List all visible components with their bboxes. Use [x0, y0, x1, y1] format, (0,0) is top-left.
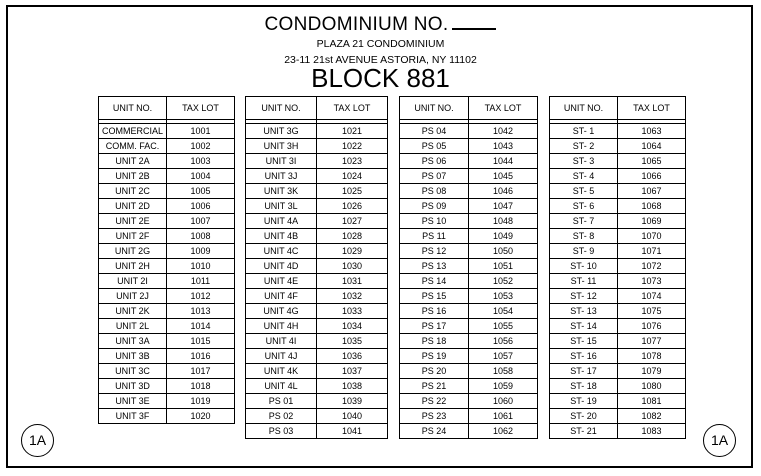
unit-no-cell: ST- 4: [550, 169, 618, 184]
tax-lot-cell: 1072: [618, 259, 686, 274]
table-row: [400, 424, 538, 439]
table-row: [246, 394, 388, 409]
unit-no-header: UNIT NO.: [99, 97, 167, 120]
unit-no-cell: ST- 12: [550, 289, 618, 304]
unit-no-cell: UNIT 3F: [99, 409, 167, 424]
unit-no-cell: UNIT 4J: [246, 349, 317, 364]
unit-no-cell: UNIT 4A: [246, 214, 317, 229]
unit-no-cell: UNIT 4H: [246, 319, 317, 334]
tax-lot-cell: 1074: [618, 289, 686, 304]
unit-no-cell: UNIT 4L: [246, 379, 317, 394]
tax-lot-header: TAX LOT: [618, 97, 686, 120]
unit-no-cell: ST- 19: [550, 394, 618, 409]
tax-lot-cell: 1016: [167, 349, 235, 364]
unit-no-cell: UNIT 3K: [246, 184, 317, 199]
unit-no-cell: UNIT 4D: [246, 259, 317, 274]
tax-lot-cell: 1020: [167, 409, 235, 424]
unit-no-cell: ST- 21: [550, 424, 618, 439]
tax-lot-table-1: [98, 96, 235, 424]
tax-lot-cell: 1075: [618, 304, 686, 319]
tax-lot-cell: 1050: [469, 244, 538, 259]
sheet-id-circle-left: 1A: [21, 424, 54, 457]
unit-no-cell: UNIT 4E: [246, 274, 317, 289]
unit-no-cell: UNIT 2H: [99, 259, 167, 274]
table-row: [99, 334, 235, 349]
table-row: [246, 199, 388, 214]
table-row: [550, 214, 686, 229]
tax-lot-cell: 1001: [167, 124, 235, 139]
unit-no-cell: UNIT 3L: [246, 199, 317, 214]
tax-lot-cell: 1065: [618, 154, 686, 169]
unit-no-cell: PS 13: [400, 259, 469, 274]
table-row: [246, 154, 388, 169]
unit-no-cell: PS 17: [400, 319, 469, 334]
table-row: [246, 214, 388, 229]
tax-lot-cell: 1071: [618, 244, 686, 259]
unit-no-cell: PS 04: [400, 124, 469, 139]
unit-no-cell: UNIT 3G: [246, 124, 317, 139]
tax-lot-cell: 1082: [618, 409, 686, 424]
unit-no-cell: UNIT 2I: [99, 274, 167, 289]
unit-no-cell: PS 16: [400, 304, 469, 319]
unit-no-cell: ST- 9: [550, 244, 618, 259]
unit-no-cell: COMM. FAC.: [99, 139, 167, 154]
table-row: [550, 364, 686, 379]
table-row: [550, 184, 686, 199]
unit-no-cell: UNIT 2F: [99, 229, 167, 244]
table-row: [400, 214, 538, 229]
tax-lot-cell: 1009: [167, 244, 235, 259]
table-row: [550, 199, 686, 214]
table-row: [550, 409, 686, 424]
unit-no-cell: PS 18: [400, 334, 469, 349]
table-row: [246, 289, 388, 304]
tax-lot-cell: 1056: [469, 334, 538, 349]
tax-lot-cell: 1035: [317, 334, 388, 349]
table-row: [400, 409, 538, 424]
tax-lot-cell: 1080: [618, 379, 686, 394]
unit-no-cell: UNIT 3C: [99, 364, 167, 379]
table-row: [99, 409, 235, 424]
tax-lot-cell: 1011: [167, 274, 235, 289]
unit-no-cell: ST- 16: [550, 349, 618, 364]
tax-lot-cell: 1066: [618, 169, 686, 184]
unit-no-cell: UNIT 3A: [99, 334, 167, 349]
unit-no-cell: UNIT 4C: [246, 244, 317, 259]
tax-lot-cell: 1013: [167, 304, 235, 319]
unit-no-cell: UNIT 3E: [99, 394, 167, 409]
tax-lot-cell: 1068: [618, 199, 686, 214]
table-row: [99, 124, 235, 139]
tax-lot-cell: 1083: [618, 424, 686, 439]
table-row: [246, 229, 388, 244]
table-row: [246, 169, 388, 184]
tax-lot-cell: 1069: [618, 214, 686, 229]
unit-no-cell: ST- 8: [550, 229, 618, 244]
tax-lot-cell: 1078: [618, 349, 686, 364]
tax-lot-cell: 1043: [469, 139, 538, 154]
sheet-id-circle-right: 1A: [703, 424, 736, 457]
unit-no-cell: PS 05: [400, 139, 469, 154]
unit-no-cell: PS 10: [400, 214, 469, 229]
table-row: [246, 244, 388, 259]
table-row: [550, 244, 686, 259]
table-row: [550, 259, 686, 274]
tax-lot-cell: 1038: [317, 379, 388, 394]
tax-lot-cell: 1045: [469, 169, 538, 184]
tax-lot-cell: 1048: [469, 214, 538, 229]
tax-lot-cell: 1034: [317, 319, 388, 334]
table-row: [246, 184, 388, 199]
unit-no-cell: PS 09: [400, 199, 469, 214]
tax-lot-cell: 1077: [618, 334, 686, 349]
unit-no-cell: UNIT 2K: [99, 304, 167, 319]
table-row: [550, 334, 686, 349]
tax-lot-cell: 1006: [167, 199, 235, 214]
unit-no-cell: PS 11: [400, 229, 469, 244]
tax-lot-cell: 1022: [317, 139, 388, 154]
unit-no-cell: PS 22: [400, 394, 469, 409]
tax-lot-cell: 1061: [469, 409, 538, 424]
tax-lot-cell: 1073: [618, 274, 686, 289]
tax-lot-cell: 1055: [469, 319, 538, 334]
table-row: [246, 334, 388, 349]
unit-no-cell: ST- 11: [550, 274, 618, 289]
tax-lot-table-3: [399, 96, 538, 439]
unit-no-cell: UNIT 3J: [246, 169, 317, 184]
table-row: [400, 169, 538, 184]
table-row: [400, 394, 538, 409]
unit-no-cell: PS 23: [400, 409, 469, 424]
tax-lot-cell: 1070: [618, 229, 686, 244]
unit-no-cell: UNIT 2E: [99, 214, 167, 229]
unit-no-cell: ST- 20: [550, 409, 618, 424]
unit-no-cell: PS 08: [400, 184, 469, 199]
unit-no-header: UNIT NO.: [400, 97, 469, 120]
tax-lot-cell: 1025: [317, 184, 388, 199]
table-row: [550, 169, 686, 184]
tax-lot-cell: 1017: [167, 364, 235, 379]
table-row: [246, 379, 388, 394]
unit-no-cell: PS 14: [400, 274, 469, 289]
table-row: [400, 364, 538, 379]
tax-lot-cell: 1076: [618, 319, 686, 334]
unit-no-cell: ST- 3: [550, 154, 618, 169]
unit-no-cell: PS 19: [400, 349, 469, 364]
tax-lot-header: TAX LOT: [469, 97, 538, 120]
tax-lot-cell: 1062: [469, 424, 538, 439]
table-row: [246, 139, 388, 154]
table-row: [550, 124, 686, 139]
unit-no-cell: ST- 15: [550, 334, 618, 349]
table-row: [550, 229, 686, 244]
unit-no-cell: UNIT 2L: [99, 319, 167, 334]
tax-lot-cell: 1041: [317, 424, 388, 439]
unit-no-cell: UNIT 2B: [99, 169, 167, 184]
tax-lot-cell: 1053: [469, 289, 538, 304]
tax-lot-cell: 1052: [469, 274, 538, 289]
table-row: [400, 229, 538, 244]
unit-no-cell: ST- 2: [550, 139, 618, 154]
table-row: [99, 394, 235, 409]
unit-no-cell: ST- 10: [550, 259, 618, 274]
tax-lot-cell: 1018: [167, 379, 235, 394]
unit-no-cell: UNIT 4F: [246, 289, 317, 304]
tax-lot-cell: 1005: [167, 184, 235, 199]
unit-no-cell: PS 12: [400, 244, 469, 259]
condominium-address: 23-11 21st AVENUE ASTORIA, NY 11102: [284, 54, 477, 66]
tax-lot-cell: 1014: [167, 319, 235, 334]
unit-no-cell: ST- 13: [550, 304, 618, 319]
table-row: [550, 349, 686, 364]
tax-lot-cell: 1010: [167, 259, 235, 274]
tax-lot-cell: 1040: [317, 409, 388, 424]
tax-lot-cell: 1049: [469, 229, 538, 244]
tax-lot-cell: 1054: [469, 304, 538, 319]
table-row: [99, 139, 235, 154]
tax-lot-header: TAX LOT: [167, 97, 235, 120]
unit-no-cell: UNIT 4I: [246, 334, 317, 349]
tax-lot-cell: 1042: [469, 124, 538, 139]
table-row: [400, 319, 538, 334]
unit-no-cell: UNIT 2G: [99, 244, 167, 259]
tax-lot-cell: 1027: [317, 214, 388, 229]
tax-lot-cell: 1008: [167, 229, 235, 244]
table-row: [400, 349, 538, 364]
tax-lot-cell: 1003: [167, 154, 235, 169]
table-row: [99, 184, 235, 199]
table-row: [99, 199, 235, 214]
tax-lot-header: TAX LOT: [317, 97, 388, 120]
table-row: [99, 169, 235, 184]
tax-lot-cell: 1044: [469, 154, 538, 169]
table-row: [246, 364, 388, 379]
unit-no-cell: UNIT 3D: [99, 379, 167, 394]
unit-no-cell: COMMERCIAL: [99, 124, 167, 139]
unit-no-cell: UNIT 3I: [246, 154, 317, 169]
title-text: CONDOMINIUM NO.: [264, 14, 449, 35]
unit-no-header: UNIT NO.: [246, 97, 317, 120]
tax-lot-cell: 1033: [317, 304, 388, 319]
tax-lot-cell: 1067: [618, 184, 686, 199]
unit-no-cell: ST- 7: [550, 214, 618, 229]
table-row: [99, 244, 235, 259]
unit-no-cell: UNIT 2C: [99, 184, 167, 199]
table-row: [400, 154, 538, 169]
unit-no-cell: PS 06: [400, 154, 469, 169]
tax-lot-cell: 1004: [167, 169, 235, 184]
table-row: [400, 334, 538, 349]
unit-no-cell: ST- 14: [550, 319, 618, 334]
unit-no-cell: UNIT 2D: [99, 199, 167, 214]
unit-no-cell: ST- 17: [550, 364, 618, 379]
unit-no-cell: UNIT 4G: [246, 304, 317, 319]
tax-lot-cell: 1028: [317, 229, 388, 244]
table-row: [246, 424, 388, 439]
condominium-number-title: [0, 12, 761, 36]
unit-no-cell: ST- 18: [550, 379, 618, 394]
table-row: [99, 229, 235, 244]
table-row: [246, 409, 388, 424]
tax-lot-cell: 1012: [167, 289, 235, 304]
tax-lot-cell: 1059: [469, 379, 538, 394]
unit-no-cell: ST- 5: [550, 184, 618, 199]
table-row: [99, 379, 235, 394]
table-row: [550, 289, 686, 304]
tax-lot-cell: 1051: [469, 259, 538, 274]
table-row: [246, 259, 388, 274]
tax-lot-cell: 1019: [167, 394, 235, 409]
tax-lot-cell: 1036: [317, 349, 388, 364]
condo-number-blank-line: [452, 12, 496, 30]
table-row: [400, 304, 538, 319]
tax-lot-cell: 1029: [317, 244, 388, 259]
tax-lot-cell: 1046: [469, 184, 538, 199]
tax-lot-cell: 1015: [167, 334, 235, 349]
tax-lot-cell: 1063: [618, 124, 686, 139]
unit-no-cell: PS 24: [400, 424, 469, 439]
tax-lot-cell: 1047: [469, 199, 538, 214]
table-row: [246, 319, 388, 334]
tax-lot-cell: 1023: [317, 154, 388, 169]
table-row: [246, 124, 388, 139]
table-row: [400, 289, 538, 304]
condominium-name: PLAZA 21 CONDOMINIUM: [316, 38, 445, 50]
tax-lot-table-2: [245, 96, 388, 439]
tax-lot-cell: 1031: [317, 274, 388, 289]
tax-lot-cell: 1021: [317, 124, 388, 139]
table-row: [550, 139, 686, 154]
unit-no-cell: ST- 6: [550, 199, 618, 214]
table-row: [550, 394, 686, 409]
table-row: [550, 379, 686, 394]
table-row: [400, 124, 538, 139]
table-row: [99, 214, 235, 229]
table-row: [550, 424, 686, 439]
tax-lot-cell: 1081: [618, 394, 686, 409]
unit-no-cell: UNIT 3H: [246, 139, 317, 154]
unit-no-cell: PS 07: [400, 169, 469, 184]
table-row: [99, 364, 235, 379]
table-row: [400, 184, 538, 199]
unit-no-cell: PS 02: [246, 409, 317, 424]
table-row: [99, 349, 235, 364]
table-row: [550, 274, 686, 289]
unit-no-cell: PS 20: [400, 364, 469, 379]
tax-lot-cell: 1026: [317, 199, 388, 214]
table-row: [400, 379, 538, 394]
table-row: [99, 319, 235, 334]
tax-lot-cell: 1060: [469, 394, 538, 409]
unit-no-header: UNIT NO.: [550, 97, 618, 120]
table-row: [99, 289, 235, 304]
table-row: [400, 244, 538, 259]
table-row: [550, 319, 686, 334]
tax-lot-cell: 1039: [317, 394, 388, 409]
tax-lot-cell: 1037: [317, 364, 388, 379]
unit-no-cell: PS 01: [246, 394, 317, 409]
table-row: [400, 139, 538, 154]
tax-lot-cell: 1079: [618, 364, 686, 379]
table-row: [246, 349, 388, 364]
block-number: BLOCK 881: [311, 63, 450, 93]
tax-lot-cell: 1002: [167, 139, 235, 154]
tax-lot-cell: 1007: [167, 214, 235, 229]
table-row: [550, 304, 686, 319]
tax-lot-cell: 1064: [618, 139, 686, 154]
tax-lot-cell: 1057: [469, 349, 538, 364]
table-row: [99, 154, 235, 169]
tax-lot-cell: 1030: [317, 259, 388, 274]
table-row: [400, 259, 538, 274]
table-row: [99, 304, 235, 319]
unit-no-cell: UNIT 2A: [99, 154, 167, 169]
table-row: [246, 304, 388, 319]
table-row: [400, 199, 538, 214]
unit-no-cell: ST- 1: [550, 124, 618, 139]
table-row: [246, 274, 388, 289]
unit-no-cell: UNIT 4B: [246, 229, 317, 244]
tax-lot-cell: 1032: [317, 289, 388, 304]
unit-no-cell: UNIT 2J: [99, 289, 167, 304]
unit-no-cell: PS 21: [400, 379, 469, 394]
table-row: [99, 274, 235, 289]
unit-no-cell: UNIT 4K: [246, 364, 317, 379]
unit-no-cell: PS 03: [246, 424, 317, 439]
table-row: [99, 259, 235, 274]
tax-lot-table-4: [549, 96, 686, 439]
tax-lot-cell: 1058: [469, 364, 538, 379]
unit-no-cell: UNIT 3B: [99, 349, 167, 364]
unit-no-cell: PS 15: [400, 289, 469, 304]
tax-lot-cell: 1024: [317, 169, 388, 184]
table-row: [550, 154, 686, 169]
table-row: [400, 274, 538, 289]
